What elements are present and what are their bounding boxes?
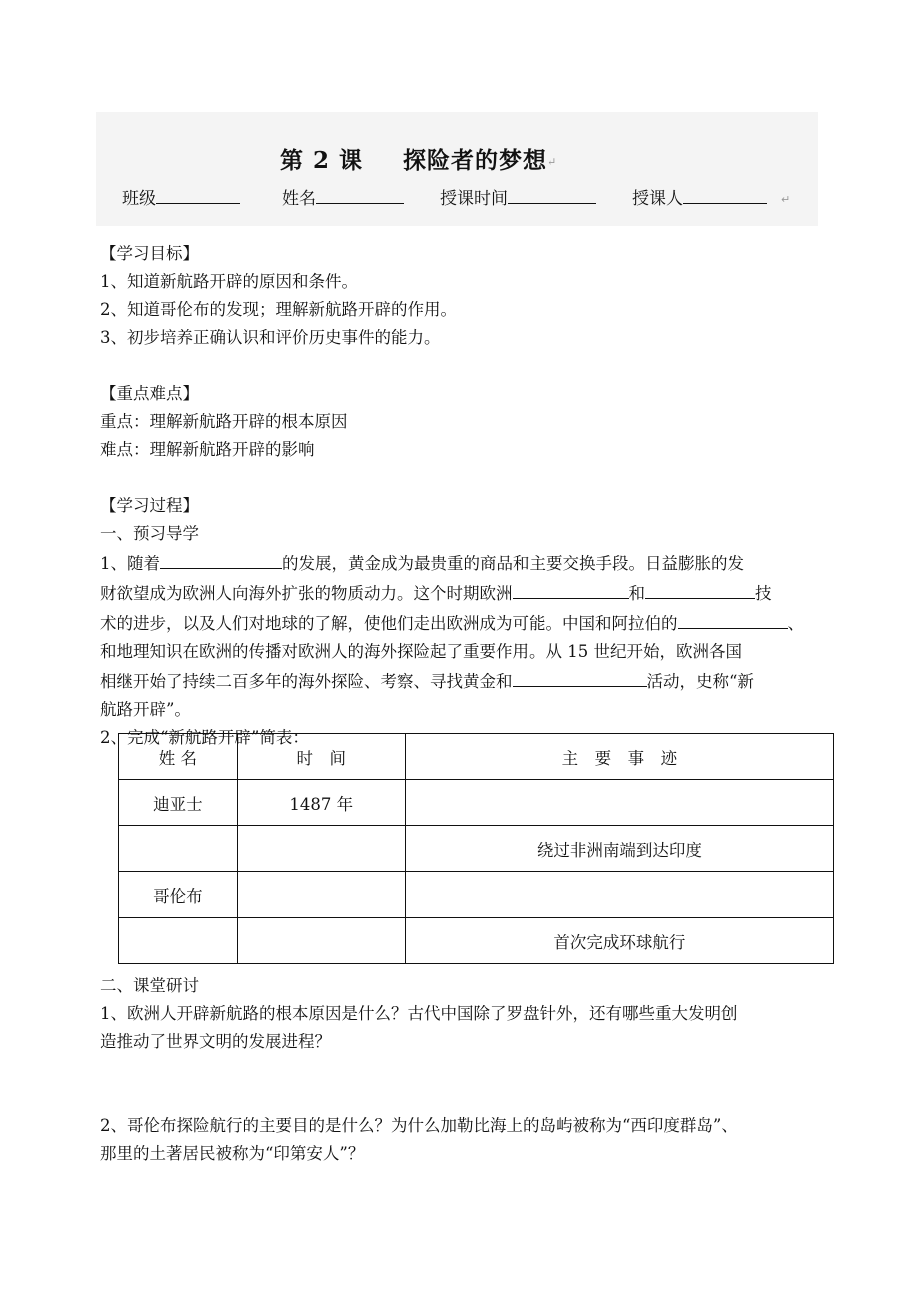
voyages-table xyxy=(118,733,834,964)
table-header-cell: 时 间 xyxy=(237,734,405,780)
table-cell[interactable] xyxy=(237,826,405,872)
question-1-line: 术的进步，以及人们对地球的了解，使他们走出欧洲成为可能。中国和阿拉伯的 、 xyxy=(100,608,830,638)
table-cell[interactable]: 迪亚士 xyxy=(119,780,238,826)
answer-blank[interactable] xyxy=(513,578,629,599)
table-row xyxy=(119,918,834,964)
discussion-section xyxy=(100,972,830,1168)
return-mark-icon: ↵ xyxy=(781,192,791,206)
objective-item: 2、知道哥伦布的发现；理解新航路开辟的作用。 xyxy=(100,300,457,319)
return-mark-icon: ↵ xyxy=(547,155,558,169)
table-cell[interactable]: 绕过非洲南端到达印度 xyxy=(405,826,833,872)
table-cell[interactable] xyxy=(119,826,238,872)
discussion-question-2: 2、哥伦布探险航行的主要目的是什么？为什么加勒比海上的岛屿被称为“西印度群岛”、 xyxy=(100,1116,738,1135)
discussion-question-2-cont: 那里的土著居民被称为“印第安人”？ xyxy=(100,1144,365,1163)
discussion-question-1: 1、欧洲人开辟新航路的根本原因是什么？古代中国除了罗盘针外，还有哪些重大发明创 xyxy=(100,1004,738,1023)
difficult-point: 难点：理解新航路开辟的影响 xyxy=(100,440,315,459)
discussion-question-1-cont: 造推动了世界文明的发展进程？ xyxy=(100,1032,331,1051)
page-title xyxy=(280,142,557,175)
question-1-line: 1、随着 的发展，黄金成为最贵重的商品和主要交换手段。日益膨胀的发 xyxy=(100,548,830,578)
teacher-field[interactable]: 授课人 ↵ xyxy=(632,184,790,209)
table-cell[interactable] xyxy=(405,780,833,826)
key-point: 重点：理解新航路开辟的根本原因 xyxy=(100,412,348,431)
objective-item: 1、知道新航路开辟的原因和条件。 xyxy=(100,272,358,291)
answer-blank[interactable] xyxy=(160,548,282,569)
part2-title: 二、课堂研讨 xyxy=(100,976,199,995)
question-1-line: 航路开辟”。 xyxy=(100,700,191,719)
part1-title: 一、预习导学 xyxy=(100,524,199,543)
worksheet-body xyxy=(100,240,830,752)
table-cell[interactable]: 哥伦布 xyxy=(119,872,238,918)
answer-blank[interactable] xyxy=(513,666,647,687)
keypoints-heading: 【重点难点】 xyxy=(100,384,199,403)
table-header-cell: 主 要 事 迹 xyxy=(405,734,833,780)
answer-blank[interactable] xyxy=(678,608,788,629)
table-cell[interactable]: 1487 年 xyxy=(237,780,405,826)
table-row xyxy=(119,826,834,872)
objective-item: 3、初步培养正确认识和评价历史事件的能力。 xyxy=(100,328,441,347)
table-cell[interactable] xyxy=(405,872,833,918)
question-1-line: 财欲望成为欧洲人向海外扩张的物质动力。这个时期欧洲 和 技 xyxy=(100,578,830,608)
question-1-line: 相继开始了持续二百多年的海外探险、考察、寻找黄金和 活动，史称“新 xyxy=(100,666,830,696)
table-header-cell: 姓 名 xyxy=(119,734,238,780)
name-field[interactable]: 姓名 xyxy=(282,184,404,209)
table-row xyxy=(119,872,834,918)
lesson-title: 探险者的梦想 xyxy=(403,147,548,174)
question-2: 2、完成“新航路开辟”简表： xyxy=(100,728,309,747)
answer-blank[interactable] xyxy=(645,578,755,599)
table-cell[interactable] xyxy=(237,918,405,964)
lesson-number: 第 2 课 xyxy=(280,147,364,174)
class-field[interactable]: 班级 xyxy=(122,184,240,209)
question-1-line: 和地理知识在欧洲的传播对欧洲人的海外探险起了重要作用。从 15 世纪开始，欧洲各国 xyxy=(100,642,742,661)
objectives-heading: 【学习目标】 xyxy=(100,244,199,263)
table-header-row xyxy=(119,734,834,780)
table-row xyxy=(119,780,834,826)
table-cell[interactable] xyxy=(119,918,238,964)
table-cell[interactable]: 首次完成环球航行 xyxy=(405,918,833,964)
table-cell[interactable] xyxy=(237,872,405,918)
lesson-time-field[interactable]: 授课时间 xyxy=(440,184,596,209)
process-heading: 【学习过程】 xyxy=(100,496,199,515)
